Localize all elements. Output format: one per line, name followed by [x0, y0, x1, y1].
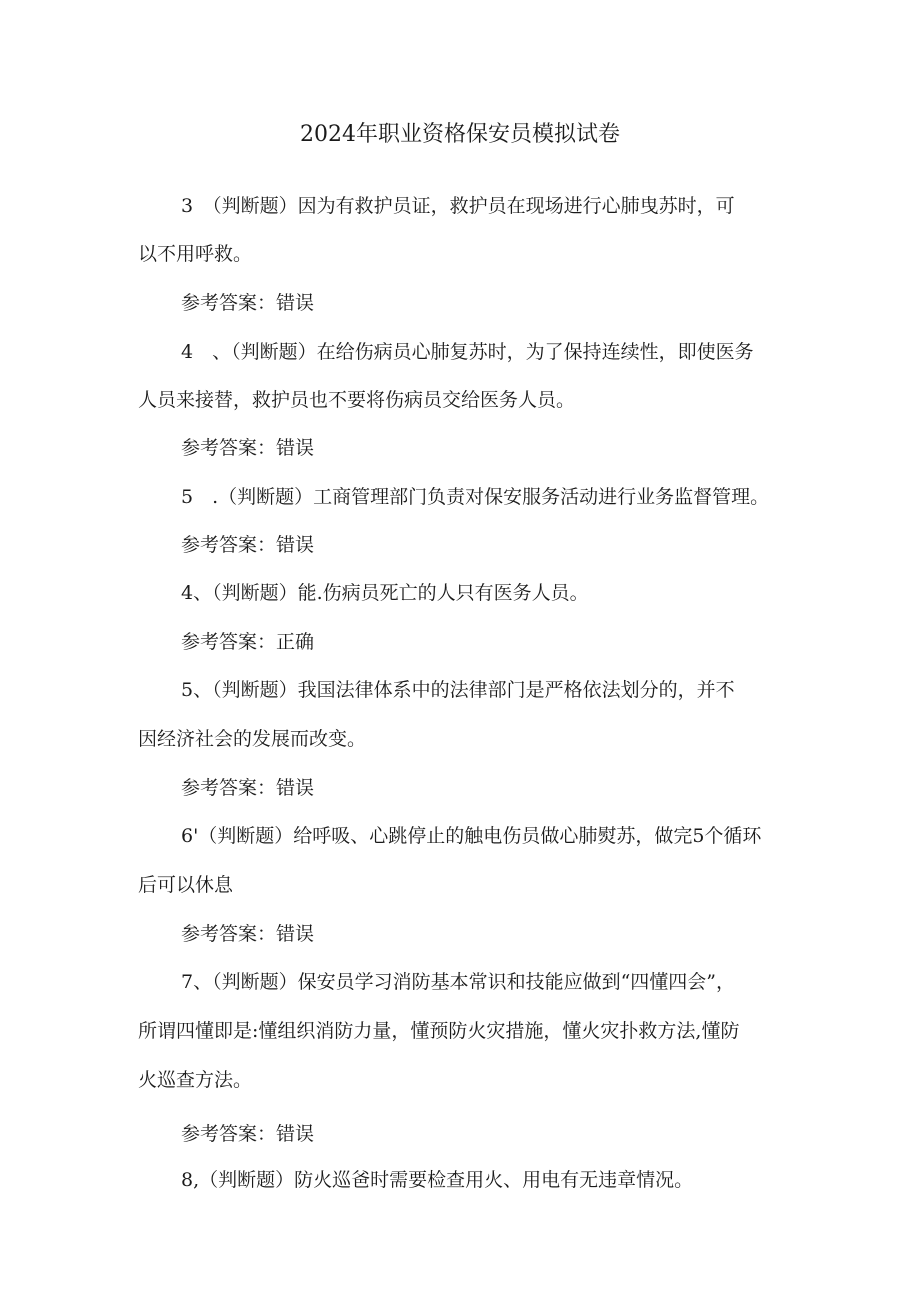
question-7-line-1: 7、（判断题）保安员学习消防基本常识和技能应做到“四懂四会”，	[181, 971, 736, 993]
question-5b-answer: 参考答案：错误	[181, 777, 315, 799]
question-6-answer: 参考答案：错误	[181, 923, 315, 945]
document-title: 2024年职业资格保安员模拟试卷	[300, 122, 620, 147]
question-5b-line-2: 因经济社会的发展而改变。	[138, 728, 367, 750]
question-7-line-2: 所谓四懂即是:懂组织消防力量，懂预防火灾措施，懂火灾扑救方法,懂防	[138, 1020, 740, 1042]
question-7-answer: 参考答案：错误	[181, 1123, 315, 1145]
question-5-answer: 参考答案：错误	[181, 534, 315, 556]
question-5-line-1: 5 .（判断题）工商管理部门负责对保安服务活动进行业务监督管理。	[181, 486, 770, 508]
question-6-line-1: 6'（判断题）给呼吸、心跳停止的触电伤员做心肺熨苏，做完5个循环	[181, 825, 762, 847]
question-5b-line-1: 5、（判断题）我国法律体系中的法律部门是严格依法划分的，并不	[181, 679, 735, 701]
question-3-answer: 参考答案：错误	[181, 292, 315, 314]
question-7-line-3: 火巡查方法。	[138, 1069, 253, 1091]
question-8-line-1: 8,（判断题）防火巡爸时需要检查用火、用电有无违章情况。	[181, 1169, 694, 1191]
question-4b-answer: 参考答案：正确	[181, 631, 315, 653]
question-4-line-2: 人员来接替，救护员也不要将伤病员交给医务人员。	[138, 389, 576, 411]
question-4-line-1: 4 、（判断题）在给伤病员心肺复苏时，为了保持连续性，即使医务	[181, 341, 754, 363]
question-4-answer: 参考答案：错误	[181, 437, 315, 459]
question-6-line-2: 后可以休息	[138, 874, 234, 896]
question-3-line-1: 3 （判断题）因为有救护员证，救护员在现场进行心肺曳苏时，可	[181, 195, 735, 217]
question-3-line-2: 以不用呼救。	[138, 243, 253, 265]
question-4b-line-1: 4、（判断题）能.伤病员死亡的人只有医务人员。	[181, 582, 589, 604]
